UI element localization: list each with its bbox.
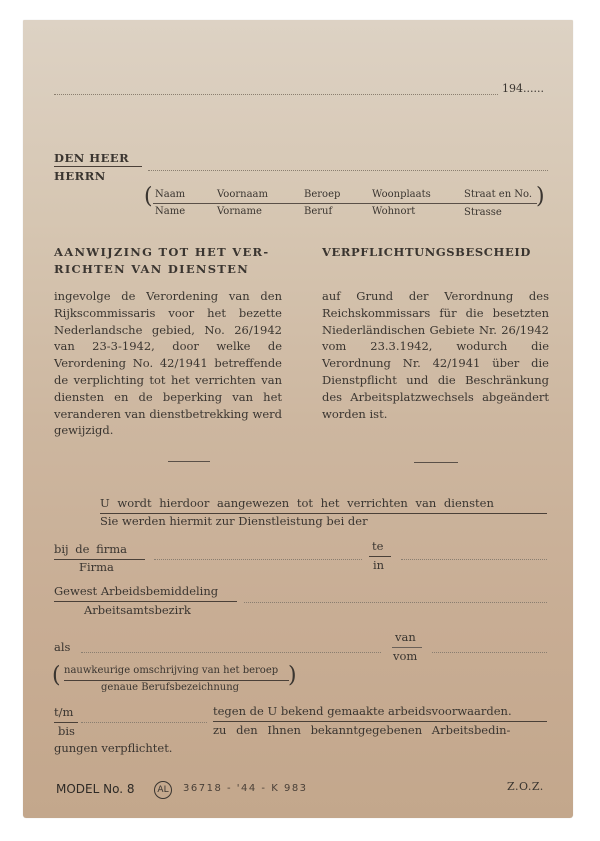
van-label-divider (392, 647, 422, 648)
open-paren: ( (144, 184, 153, 209)
conditions-nl: tegen de U bekend gemaakte arbeidsvoorwaarden. (213, 704, 512, 718)
field-label-woonplaats: Woonplaats (372, 189, 431, 200)
tm-label-nl: t/m (54, 705, 74, 719)
beroep-close-paren: ) (288, 663, 297, 688)
field-label-strasse: Strasse (464, 207, 502, 218)
field-label-beruf: Beruf (304, 206, 333, 217)
addressee-label-nl: DEN HEER (54, 151, 130, 165)
assignment-line-de: Sie werden hiermit zur Dienstleistung bei der (100, 514, 368, 528)
place-label-de: in (373, 558, 385, 572)
date-place-field[interactable] (54, 94, 498, 95)
firma-label-nl: bij de firma (54, 542, 128, 556)
conditions-de-line2: gungen verpflichtet. (54, 741, 173, 755)
beroep-open-paren: ( (52, 663, 61, 688)
gewest-label-de: Arbeitsamtsbezirk (84, 603, 191, 617)
firma-label-de: Firma (79, 560, 114, 574)
left-column-heading (54, 244, 284, 278)
place-label-divider (369, 556, 391, 557)
close-paren: ) (536, 184, 545, 209)
beroep-label-nl: nauwkeurige omschrijving van het beroep (64, 665, 279, 676)
field-label-name: Name (155, 206, 186, 217)
field-label-beroep: Beroep (304, 189, 341, 200)
van-label-nl: van (395, 630, 416, 644)
firma-field[interactable] (154, 559, 362, 560)
occupation-field[interactable] (81, 652, 381, 653)
field-label-naam: Naam (155, 189, 186, 200)
addressee-divider (54, 166, 142, 167)
end-date-field[interactable] (81, 722, 207, 723)
beroep-label-de: genaue Berufsbezeichnung (101, 682, 240, 693)
start-date-field[interactable] (432, 652, 547, 653)
beroep-divider (64, 680, 289, 681)
left-heading-line2: RICHTEN VAN DIENSTEN (54, 262, 250, 276)
print-code: 36718 - '44 - K 983 (183, 783, 308, 794)
right-column-heading: VERPFLICHTUNGSBESCHEID (322, 245, 531, 259)
gewest-label-nl: Gewest Arbeidsbemiddeling (54, 584, 219, 598)
right-column-body: auf Grund der Verordnung des Reichskommissars für die besetzten Niederländischen Gebiete Nr. 26/1942 vom 23.3.1942, wodurch die Verordnung Nr. 42/1941 über die Dienstpflicht und die Beschränkung des Arbeitsplatzwechsels abgeändert worden ist. (322, 289, 549, 421)
tm-label-divider (54, 722, 78, 723)
tm-label-de: bis (58, 724, 75, 738)
conditions-divider (213, 721, 547, 722)
date-year: 194...... (502, 82, 544, 95)
place-field[interactable] (401, 559, 547, 560)
left-column-body: ingevolge de Verordening van den Rijkscommissaris voor het bezette Nederlandsche gebied, No. 26/1942 van 23-3-1942, door welke de Verordening No. 42/1941 betreffende de verplichting tot het verrichten van diensten en de beperking van het veranderen van dienstbetrekking werd gewijzigd. (54, 289, 282, 438)
field-label-vorname: Vorname (217, 206, 262, 217)
addressee-field[interactable] (148, 170, 548, 171)
place-label-nl: te (372, 539, 384, 553)
conditions-de-line1: zu den Ihnen bekanntgegebenen Arbeitsbedin- (213, 723, 511, 737)
addressee-fields-divider (153, 203, 537, 204)
field-label-straat: Straat en No. (464, 189, 533, 200)
field-label-wohnort: Wohnort (372, 206, 416, 217)
gewest-field[interactable] (244, 602, 547, 603)
zoz-label: Z.O.Z. (507, 780, 544, 793)
form-document (23, 20, 573, 818)
field-label-voornaam: Voornaam (217, 189, 268, 200)
van-label-de: vom (393, 649, 418, 663)
gewest-label-divider (54, 601, 237, 602)
left-column-end-rule (168, 461, 210, 462)
addressee-label-de: HERRN (54, 169, 106, 183)
als-label: als (54, 640, 71, 654)
printer-logo-icon: AL (154, 781, 172, 799)
assignment-line-nl: U wordt hierdoor aangewezen tot het verrichten van diensten (100, 496, 494, 510)
right-column-end-rule (414, 462, 458, 463)
model-number: MODEL No. 8 (56, 782, 135, 796)
left-heading-line1: AANWIJZING TOT HET VER- (54, 245, 270, 259)
